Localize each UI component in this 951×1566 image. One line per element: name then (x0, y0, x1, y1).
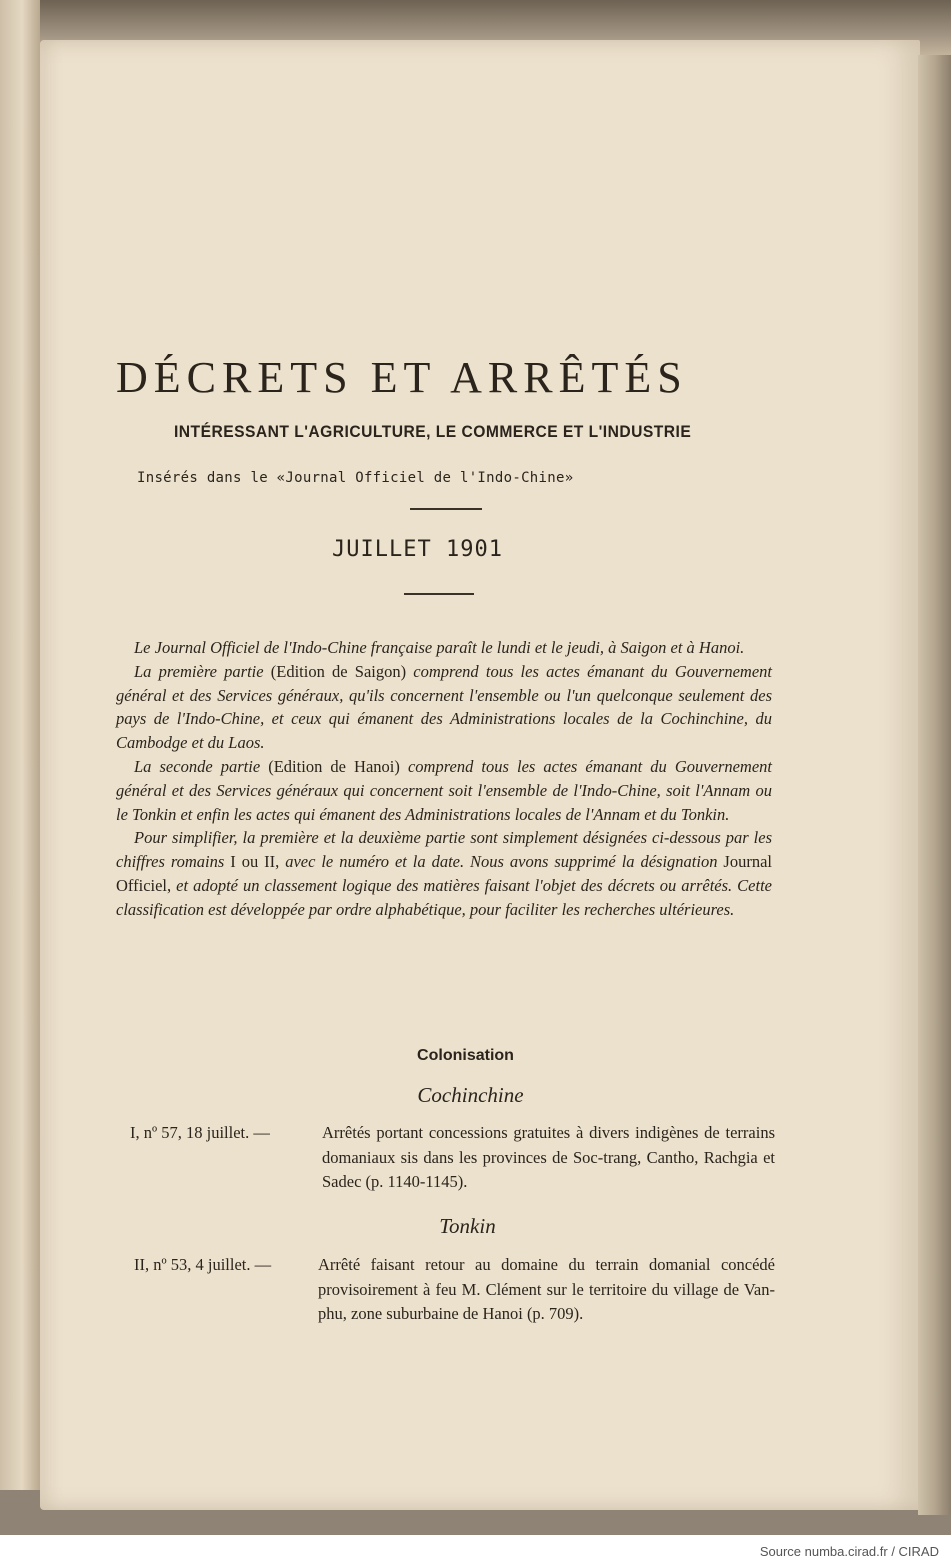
intro-text (116, 636, 772, 922)
text-span: et adopté un classement logique des matières faisant l'objet des décrets ou arrêtés. Cette classification est développée par ordre alphabétique, pour faciliter les recherches ultérieures. (116, 875, 772, 919)
entry-reference: II, nº 53, 4 juillet. — (134, 1255, 272, 1274)
text-span: I ou II, (224, 852, 286, 872)
text-span: La seconde partie (134, 756, 261, 776)
intro-paragraph (116, 660, 772, 755)
entry-text: Arrêté faisant retour au domaine du terrain domanial concédé provisoirement à feu M. Clément sur le territoire du village de Van-phu, zone suburbaine de Hanoi (p. 709). (318, 1255, 775, 1323)
text-span: paraît le lundi et le jeudi, à Saigon et à Hanoi. (432, 638, 745, 657)
text-span: Le Journal Officiel de l'Indo-Chine française (134, 638, 433, 657)
intro-paragraph (116, 826, 772, 921)
decree-entry (130, 1121, 775, 1195)
inserted-note: Insérés dans le «Journal Officiel de l'Indo-Chine» (137, 470, 574, 486)
section-heading-cochinchine: Cochinchine (417, 1083, 524, 1107)
divider-rule (410, 508, 482, 510)
divider-rule (404, 593, 474, 595)
section-heading-colonisation: Colonisation (417, 1047, 514, 1064)
month-heading: JUILLET 1901 (332, 537, 503, 562)
page-title: DÉCRETS ET ARRÊTÉS (116, 353, 688, 402)
text-span: avec le numéro et la date. Nous avons supprimé la désignation (285, 852, 718, 872)
text-span: Journal Officiel, (116, 852, 772, 895)
text-span: comprend tous les actes émanant du Gouvernement général et des Services généraux, qu'ils concernent l'ensemble ou l'un quelconque seulement des pays de l'Indo-Chine, et ceux qui émanent des Administrations locales de la Cochinchine, du Cambodge et du Laos. (116, 661, 772, 753)
text-span: (Edition de Saigon) (263, 661, 414, 681)
section-heading-tonkin: Tonkin (439, 1214, 496, 1238)
text-span: comprend tous les actes émanant du Gouvernement général et des Services généraux qui concernent soit l'ensemble de l'Indo-Chine, soit l'Annam ou le Tonkin et enfin les actes qui émanent des Administrations locales de l'Annam et du Tonkin. (116, 756, 773, 824)
text-span: La première partie (134, 661, 264, 681)
intro-paragraph (116, 636, 772, 660)
intro-paragraph (116, 755, 772, 826)
entry-reference: I, nº 57, 18 juillet. — (130, 1123, 270, 1142)
page-subtitle: INTÉRESSANT L'AGRICULTURE, LE COMMERCE ET L'INDUSTRIE (174, 422, 692, 441)
text-span: Pour simplifier, la première et la deuxième partie sont simplement désignées ci-dessous par les chiffres romains (116, 828, 772, 872)
entry-text: Arrêtés portant concessions gratuites à divers indigènes de terrains domaniaux sis dans les provinces de Soc-trang, Cantho, Rachgia et Sadec (p. 1140-1145). (322, 1123, 775, 1191)
source-credit: Source numba.cirad.fr / CIRAD (759, 1544, 939, 1559)
decree-entry (134, 1253, 775, 1327)
text-span: (Edition de Hanoi) (260, 756, 408, 776)
